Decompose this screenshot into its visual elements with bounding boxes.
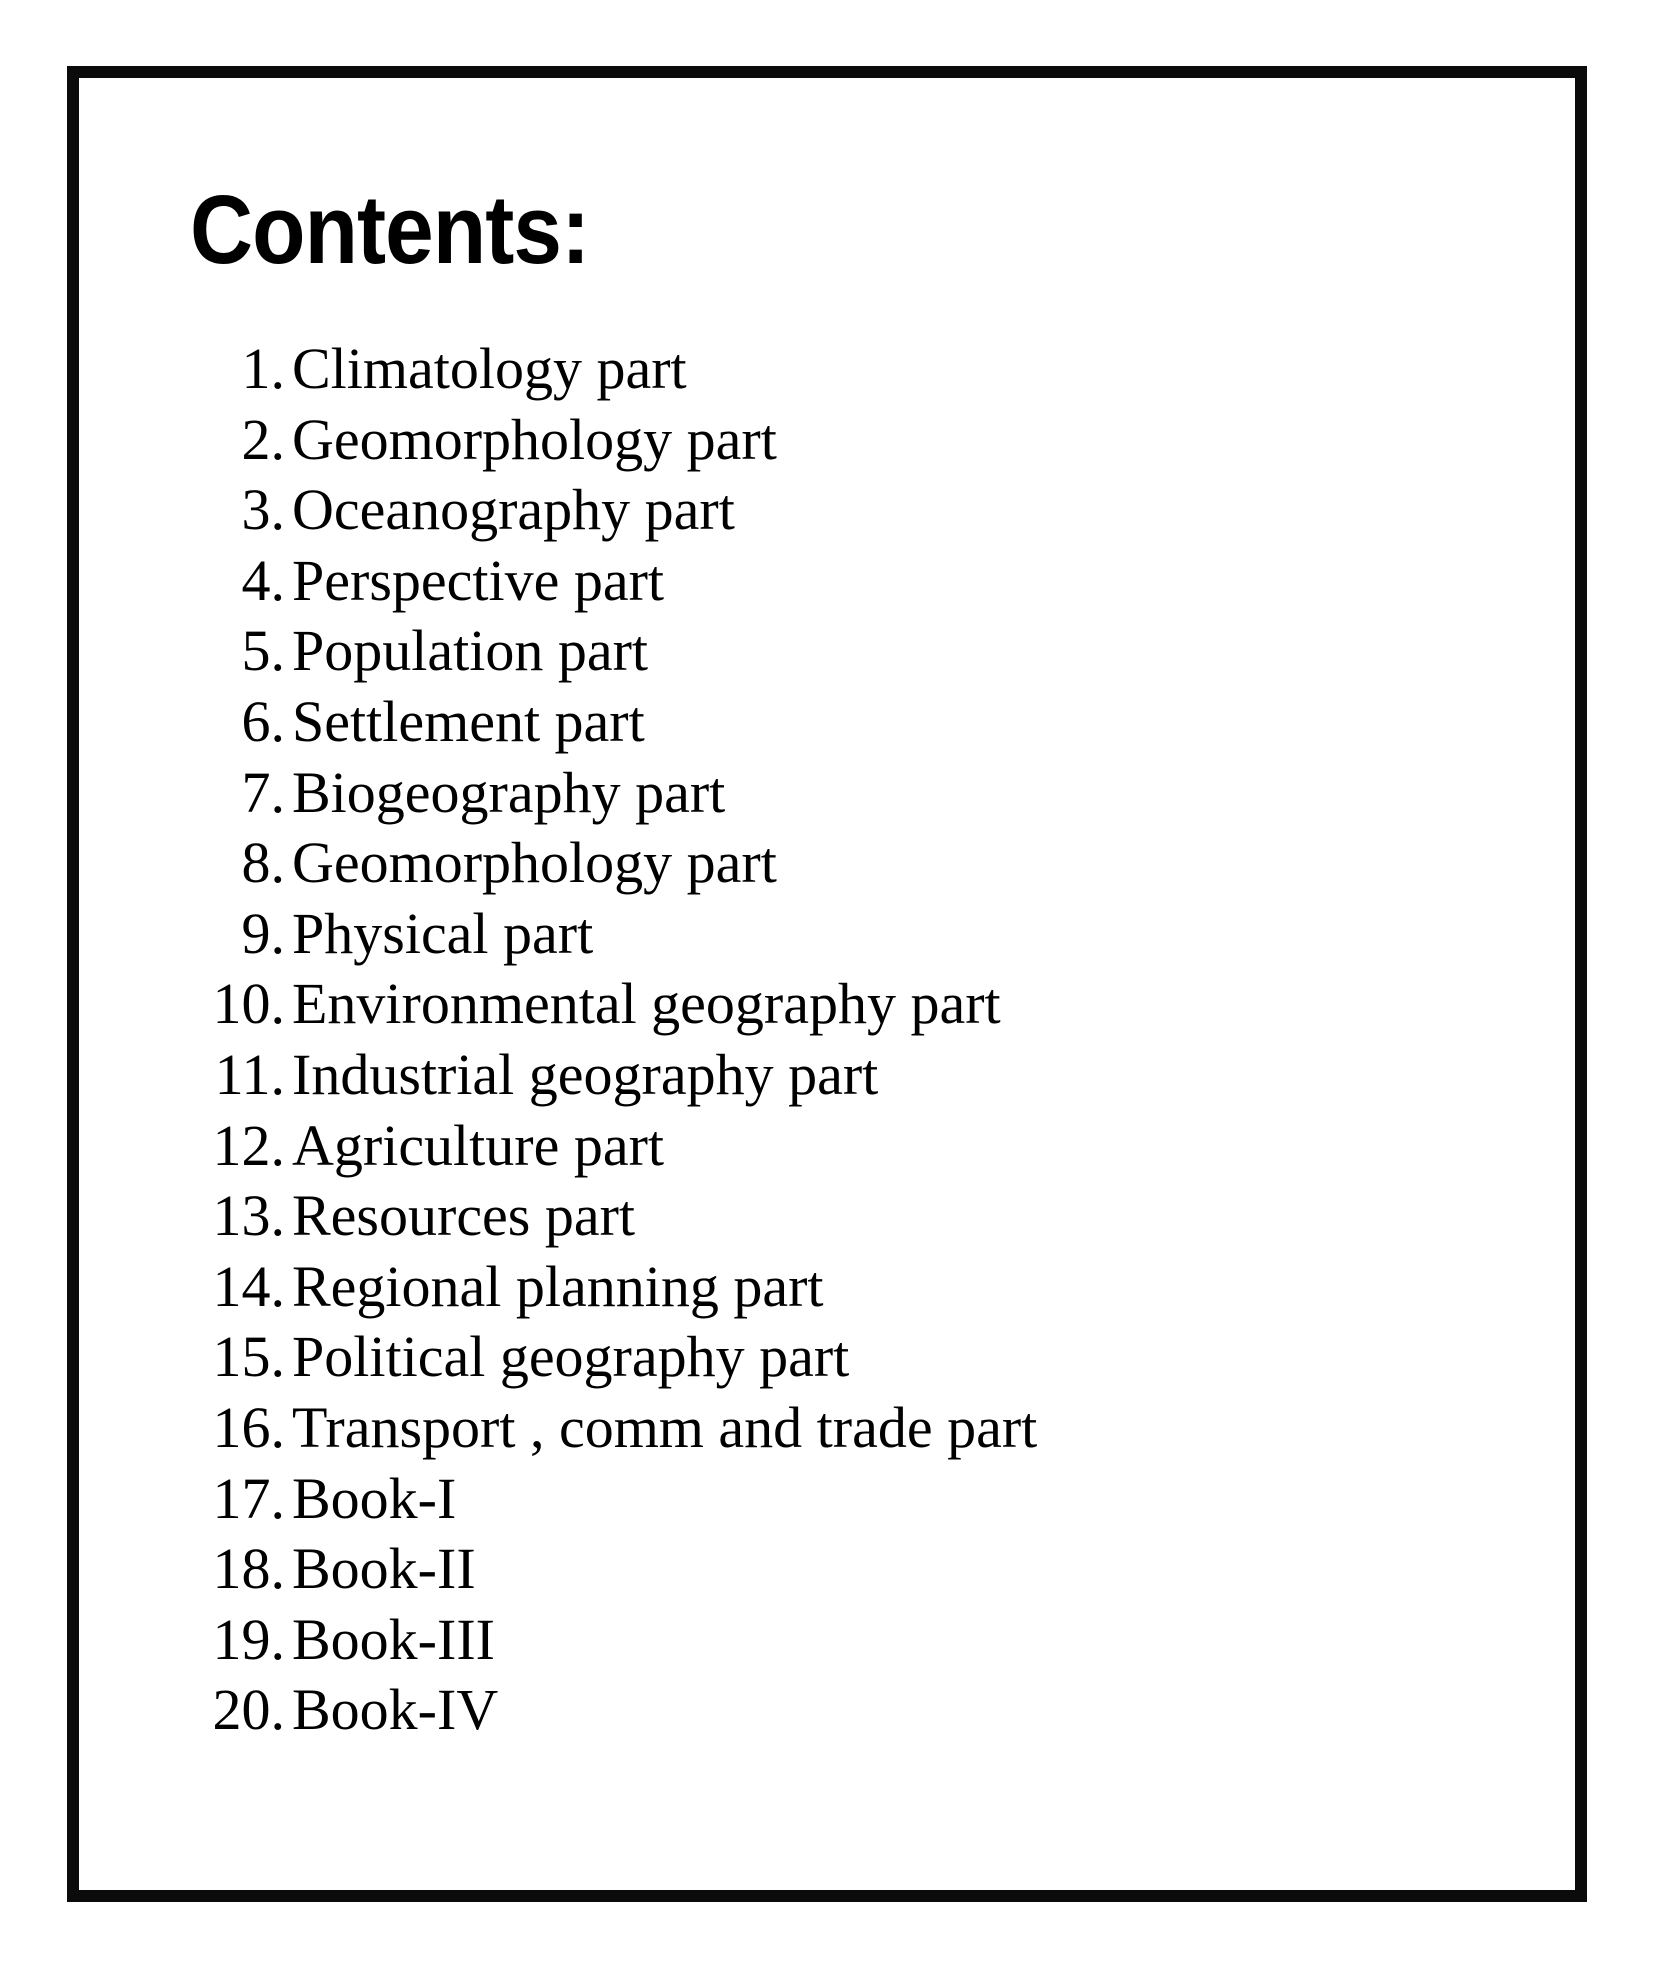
list-item-label: Book-II [292,1536,476,1602]
list-item-number: 5. [241,618,285,684]
list-item [175,899,1475,970]
list-item-number: 1. [241,336,285,401]
list-item [175,1181,1475,1252]
list-item-label: Perspective part [292,547,665,613]
list-item-label: Population part [292,618,649,684]
contents-list [175,334,1475,1746]
list-item-label: Political geography part [292,1324,850,1390]
list-item-label: Oceanography part [292,477,735,543]
list-item-label: Physical part [292,900,594,966]
page-title: Contents: [190,175,590,284]
list-item-label: Biogeography part [292,759,726,825]
list-item [175,758,1475,829]
list-item [175,969,1475,1040]
list-item [175,405,1475,476]
list-item-label: Resources part [292,1183,636,1249]
list-item-number: 9. [241,900,285,966]
list-item [175,1534,1475,1605]
list-item-label: Regional planning part [292,1253,824,1319]
list-item-number: 12. [212,1112,285,1178]
list-item-number: 7. [241,759,285,825]
list-item-label: Book-IV [292,1677,499,1743]
list-item-label: Industrial geography part [292,1041,879,1107]
list-item [175,334,1475,405]
list-item-number: 13. [212,1183,285,1249]
list-item-number: 3. [241,477,285,543]
list-item-number: 17. [212,1465,285,1531]
list-item [175,616,1475,687]
list-item-label: Book-III [292,1606,495,1672]
list-item [175,1111,1475,1182]
list-item-label: Agriculture part [292,1112,665,1178]
list-item-label: Geomorphology part [292,406,777,472]
page-border-frame [67,66,1587,1902]
list-item [175,1252,1475,1323]
list-item [175,687,1475,758]
list-item-number: 18. [212,1536,285,1602]
list-item [175,1322,1475,1393]
list-item [175,1393,1475,1464]
list-item-number: 19. [212,1606,285,1672]
list-item-label: Climatology part [292,336,687,401]
list-item-number: 16. [212,1394,285,1460]
list-item-number: 10. [212,971,285,1037]
list-item-label: Transport , comm and trade part [292,1394,1038,1460]
list-item [175,1464,1475,1535]
list-item-number: 15. [212,1324,285,1390]
list-item-number: 8. [241,830,285,896]
list-item [175,1040,1475,1111]
list-item-number: 2. [241,406,285,472]
list-item-number: 6. [241,688,285,754]
list-item [175,1605,1475,1676]
list-item-label: Environmental geography part [292,971,1001,1037]
list-item-number: 4. [241,547,285,613]
list-item-label: Book-I [292,1465,457,1531]
list-item [175,1675,1475,1746]
list-item-number: 20. [212,1677,285,1743]
list-item [175,546,1475,617]
list-item [175,475,1475,546]
list-item-number: 11. [214,1041,285,1107]
list-item-label: Geomorphology part [292,830,777,896]
list-item-label: Settlement part [292,688,645,754]
list-item-number: 14. [212,1253,285,1319]
list-item [175,828,1475,899]
